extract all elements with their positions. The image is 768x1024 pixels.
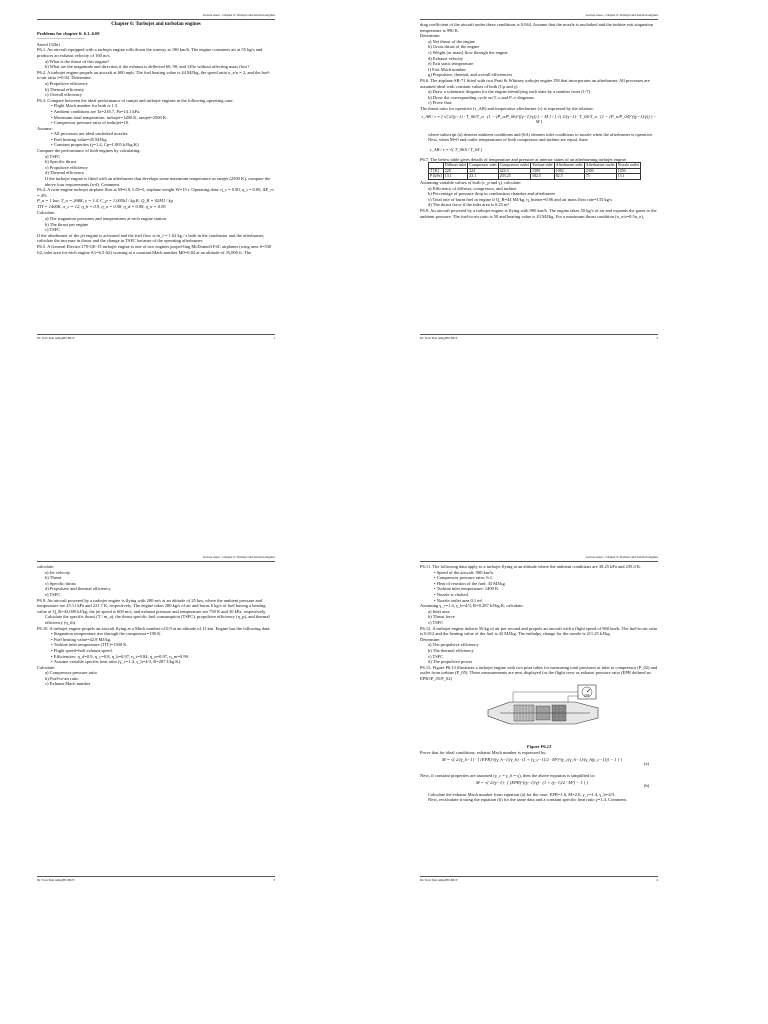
list-item: a) Jet velocity	[45, 569, 71, 575]
table-cell: 13.1	[616, 174, 640, 180]
table-cell: 224	[468, 168, 498, 174]
table-cell: T [K]	[429, 168, 444, 174]
list-item: a) The stagnation pressures and temperatures at each engine station	[45, 216, 166, 221]
list-item: c) Exhaust Mach number	[45, 681, 91, 687]
list-item: • Heat of reaction of the fuel: 43 MJ/kg.	[420, 581, 658, 587]
list-item: d) The propulsive power	[428, 659, 473, 665]
list-item: b) Specific thrust	[45, 159, 76, 165]
table-cell: P [kPa]	[430, 173, 442, 179]
table-cell: 1300	[531, 168, 555, 174]
rule-line: --------------------------------	[37, 36, 85, 42]
pitot-line-inlet	[513, 692, 580, 702]
table-header: Compressor inlet	[469, 162, 497, 168]
problem-6-6: P6.6. The airplane SR-71 fitted with two Pratt & Whitney turbojet engine J58 that incorporates an afterburner. All processes are assumed ideal with constant values of both (Cp and γ).	[420, 77, 650, 89]
footer-author: Dr. Tran Tien Anh@HCMUT	[420, 336, 458, 341]
gauge-label: EPR	[584, 694, 590, 698]
list-item: • Stagnation temperature rise through the compressor=190 K.	[37, 631, 275, 637]
list-item: b) Thrust force	[428, 614, 455, 620]
paragraph: Next, when M=0 and outlet temperatures of both compressor and turbine are equal, then:	[428, 137, 589, 143]
list-item: b) Fuel-to-air ratio	[45, 675, 79, 681]
calculate-label: calculate:	[37, 564, 55, 569]
list-item: c) TSFC	[428, 619, 444, 625]
list-item: a) Net thrust of the engine	[428, 38, 476, 44]
list-item: b) Thermal efficiency	[45, 86, 85, 92]
list-item: e) Exit static temperature	[428, 61, 474, 67]
list-item: c) TSFC	[45, 227, 61, 233]
table-cell: 1450	[616, 168, 640, 174]
list-item: b) Percentage of pressure drop in combustion chamber and afterburner	[428, 191, 556, 197]
list-item: • Nozzle is choked.	[420, 592, 658, 598]
list-item: a) What is the thrust of this engine?	[45, 58, 110, 64]
list-item: a) Compressor pressure ratio	[45, 670, 97, 676]
equation-thrust-ratio: τ_AB / τ = [ √( 2/(γ−1) · T_06/T_a · (1 − (P_a/P_06)^((γ−1)/γ)) ) − M ] / [ √( 2/(γ−1) · T_04/T_a · (1 − (P_a/P_04)^((γ−1)/γ)) ) − M ]	[421, 113, 657, 125]
list-item: a) Propulsive efficiency	[45, 80, 88, 86]
table-cell: 75	[584, 174, 616, 180]
page-footer	[37, 876, 275, 884]
table-header: Nozzle outlet	[617, 162, 640, 168]
table-header: Diffuser inlet	[444, 162, 467, 168]
author-line: Saeed (32bt)	[37, 41, 60, 47]
table-cell: 220	[443, 168, 467, 174]
document-page-3	[37, 555, 275, 884]
list-item: c) Total rate of burnt fuel in engine if Q_R=44 MJ/kg, η_burner=0.96 and air mass flow rate=135 kg/s	[428, 196, 612, 202]
paragraph: Next, if constant properties are assumed (γ_c = γ_h = γ), then the above equation is simplified to:	[420, 773, 596, 779]
list-item: b) Draw the corresponding cycle on T–s and P–v diagrams.	[428, 94, 535, 100]
problem-6-3: P6.3. Compare between the ideal performance of ramjet and turbojet engines in the following operating case:	[37, 97, 234, 103]
list-item: • Efficiencies: η_d=0.9, η_c=0.8, η_b=0.97, η_t=0.84, η_n=0.97, η_m=0.99.	[37, 654, 275, 660]
list-item: c) Prove that:	[428, 100, 453, 106]
problem-6-11: P6.11. The following data apply to a turbojet flying at an altitude where the ambient conditions are 38.25 kPa and 239.4 K.	[420, 564, 642, 569]
equation-sqrt-ratio: τ_AB / τ = √( T_06A / T_04 )	[430, 146, 483, 152]
page-header: Lecture notes - Chapter 6: Turbojet and turbofan engines	[420, 555, 658, 562]
calculate-label: Calculate:	[37, 210, 56, 216]
table-header: Turbine inlet	[532, 162, 553, 168]
paragraph: Calculate the specific thrust (T / ṁ_a), the thrust specific fuel consumption (TSFC), propulsive efficiency (η_p), and thermal efficiency (η_th).	[45, 614, 270, 625]
table-cell: 2300	[584, 168, 616, 174]
equation: P_a = 1 bar, T_a = 268K, γ = 1.4, C_p = 1.005kJ / kg.K, Q_R = 42MJ / kg	[37, 198, 173, 204]
problem-6-1: P6.1. An aircraft equipped with a turbojet engine rolls down the runway at 180 km/h. The engine consumes air at 55 kg/s and produces an exhaust velocity of 160 m/s.	[37, 47, 263, 58]
paragraph: Assuming γ_c=1.4, γ_h=4/3, R=0.287 kJ/kg.K; calculate:	[420, 603, 524, 609]
list-item: • Turbine inlet temperature (TIT)=1300 K.	[37, 642, 275, 648]
table-cell: 1082	[554, 168, 584, 174]
table-cell: 203.25	[498, 174, 530, 180]
engine-states-table	[428, 162, 641, 180]
equation-row-a	[420, 755, 658, 773]
determine-label: Determine:	[420, 33, 441, 39]
list-item: • Fuel heating value=42.8 MJ/kg.	[37, 637, 275, 643]
table-header: Afterburner outlet	[585, 162, 615, 168]
turbojet-engine-figure	[480, 684, 610, 740]
page-number: 3	[273, 878, 275, 883]
list-item: b) What are the magnitude and direction if the exhaust is deflected 60, 90, and 120o without affecting mass flow?	[45, 64, 250, 70]
list-item: a) The propulsive efficiency	[428, 642, 479, 648]
list-item: a) Efficiency of diffuser, compressor, and turbine	[428, 185, 517, 191]
list-item: c) Specific thrust	[45, 580, 76, 586]
page-footer	[37, 334, 275, 342]
paragraph: If the turbojet engine is fitted with an afterburner that develops some maximum temperature as ramjet (2500 K), compute the above four requirements (a-d). Comment.	[45, 176, 271, 187]
document-page-1	[37, 13, 275, 342]
list-item: • Speed of the aircraft: 900 km/h.	[420, 570, 658, 576]
table-header: Afterburner inlet	[555, 162, 583, 168]
table-cell: 13.1	[443, 174, 467, 180]
assume-label: Assume:	[37, 125, 53, 131]
compare-line: Compare the performance of both engines by calculating:	[37, 148, 141, 154]
list-item: c) Propulsive efficiency	[45, 164, 88, 170]
paragraph: Assuming variable values of both (c_p and γ), calculate:	[420, 180, 522, 186]
paragraph: Next, recalculate it using the equation (b) for the same data and a constant specific heat ratio γ=1.4. Comment.	[428, 797, 627, 803]
document-page-4	[420, 555, 658, 884]
equation-exhaust-mach-b: M = √( 2/(γ−1) · [ (EPR)^((γ−1)/γ) · (1 + (γ−1)/2 · M²) − 1 ] )	[475, 779, 589, 785]
paragraph: If the afterburner of the jet engine is activated and the fuel flow is ṁ_f = 1.62 kg / s both in the combustor and the afterburner, calculate the increase in thrust and the change in TSFC because of the operating afterburner.	[37, 232, 265, 244]
list-item: • Compressor pressure ratio: 6:1.	[420, 575, 658, 581]
list-item: a) Inlet area	[428, 608, 450, 614]
table-header: Compressor outlet	[499, 162, 530, 168]
list-item: a) TSFC	[45, 153, 61, 159]
footer-author: Dr. Tran Tien Anh@HCMUT	[420, 878, 458, 883]
table-cell: 82.5	[554, 174, 584, 180]
page-number: 4	[656, 878, 658, 883]
page-header: Lecture notes - Chapter 6: Turbojet and turbofan engines	[37, 13, 275, 20]
list-item: • Nozzle outlet area 0.1 m².	[420, 598, 658, 604]
problem-6-8: P6.8. An aircraft powered by a turbojet engine is flying with 900 km/h. The engine takes 50 kg/s of air and expands the gases to the ambient pressure. The fuel-to-air ratio is 50 and heating value is 43 MJ/kg. For a maximum thrust condition (u_e/u=0.5u_e),	[420, 208, 657, 219]
list-item: • Ambient conditions are Ta=216.7, Pa=14.1 kPa.	[37, 109, 275, 115]
list-item: a) Draw a schematic diagram for the engine identifying each state by a number from (1-7).	[428, 89, 592, 95]
list-item: • Turbine inlet temperature: 1400 K.	[420, 586, 658, 592]
list-item: e) TSFC	[45, 591, 61, 597]
list-item: d) Thermal efficiency	[45, 170, 85, 176]
calculate-label: Calculate:	[37, 664, 56, 670]
document-page-2	[420, 13, 658, 342]
list-item: • Fuel heating value=45 MJ/kg	[37, 137, 275, 143]
problem-6-2: P6.2. A turbojet engine propels an aircraft at 600 mph. The fuel heating value is 44 MJ/kg, the speed ratio u_e/u = 2, and the fuel-to-air ratio f=0.02. Determine:	[37, 69, 271, 81]
list-item: • Flight Mach number for both is 1.5.	[37, 103, 275, 109]
list-item: b) The thrust per engine	[45, 221, 89, 227]
list-item: d) Exhaust velocity	[428, 55, 463, 61]
problem-6-9: P6.9. An aircraft powered by a turbojet engine is flying with 280 m/s at an altitude of 25 km, where the ambient pressure and temperature are 25.11 kPa and 221.7 K, respectively. The engine takes 280 kg/s of air and burns 6 kg/s of fuel having a heating value of Q_R=43,000 kJ/kg, the jet speed is 600 m/s, and exhaust pressure and temperature are 750 K and 30 kPa, respectively.	[37, 597, 267, 614]
list-item: d) The thrust force if the inlet area is 0.25 m²	[428, 202, 509, 208]
list-item: • Constant properties (γ=1.4, Cp=1.005 kJ/kg.K)	[37, 142, 275, 148]
list-item: b) Thrust	[45, 575, 62, 581]
equation: TIT = 1400K, π_c = 12, η_b = 0.9, η_n = 0.98, η_d = 0.98, η_n = 0.95	[37, 204, 166, 210]
list-item: c) Weight (or mass) flow through the engine	[428, 49, 508, 55]
page-footer	[420, 876, 658, 884]
paragraph: Prove that for ideal conditions, exhaust Mach number is expressed by:	[420, 749, 547, 755]
table-cell: 182.5	[531, 174, 555, 180]
equation-tag: (b)	[644, 782, 650, 788]
page-number: 2	[656, 336, 658, 341]
page-number: 1	[273, 336, 275, 341]
list-item: b) The thermal efficiency	[428, 647, 474, 653]
list-item: • Assume variable specific heat ratio (γ_c=1.4, γ_h=4/3, R=287 J/kg.K).	[37, 659, 275, 665]
paragraph: The thrust ratio for operative (τ_AB) and inoperative afterburner (τ) is expressed by the relation:	[420, 105, 594, 111]
list-item: • Flight speed=half exhaust speed.	[37, 648, 275, 654]
page-header: Lecture notes - Chapter 6: Turbojet and turbofan engines	[420, 13, 658, 20]
footer-author: Dr. Tran Tien Anh@HCMUT	[37, 878, 75, 883]
problem-6-4: P6.4. A twin-engine turbojet airplane flies at M=0.8, L/D=5, airplane weight W=15 t. Operating data: η_c = 0.90, η_t = 0.00, ΔP_cc = 4%	[37, 187, 275, 198]
list-item: c) Overall efficiency	[45, 92, 83, 98]
page-footer	[420, 334, 658, 342]
problem-6-7: P6.7. The below table gives details of temperature and pressure at interior states of an afterburning turbojet engine.	[420, 156, 627, 162]
list-item: d) Propulsive and thermal efficiency	[45, 586, 111, 592]
problem-6-12: P6.12. A turbojet engine inducts 50 kg of air per second and propels an aircraft with a flight speed of 960 km/h. The fuel-to-air ratio is 0.012 and the heating value of the fuel is 43 MJ/kg. The enthalpy change for the nozzle is 211.25 kJ/kg.	[420, 625, 658, 637]
equation-tag: (a)	[644, 761, 649, 767]
list-item: • All processes are ideal unchoked nozzles	[37, 131, 275, 137]
list-item: c) TSFC	[428, 653, 444, 659]
determine-label: Determine:	[420, 636, 441, 642]
list-item: g) Propulsive, thermal, and overall efficiencies	[428, 72, 513, 78]
equation-row-b	[420, 779, 658, 792]
list-item: b) Gross thrust of the engine	[428, 44, 480, 50]
page-header: Lecture notes - Chapter 6: Turbojet and turbofan engines	[37, 555, 275, 562]
table-cell: 23.1	[468, 174, 498, 180]
equation-exhaust-mach-a: M = √( 2/(γ_h−1) · [ (EPR)^((γ_h−1)/γ_h) · (1 + (γ_c−1)/2 · M²)^(γ_c(γ_h−1)/(γ_h(γ_c−1))) − 1 ] )	[441, 757, 623, 763]
list-item: • Compressor pressure ratio of turbojet=10.	[37, 120, 275, 126]
chapter-title: Chapter 6: Turbojet and turbofan engines	[111, 22, 201, 27]
table-cell: 424.3	[498, 168, 530, 174]
figure-caption: Figure P6.13	[526, 744, 552, 750]
problem-6-5: P6.5. A General Electric J79-GE-15 turbojet engine is one of two engines propel-ling McDonnell F4C airplanes (wing area S=530 ft2, inlet area for each engine A1=6.5 ft2) cruising at a constant Mach number M0=0.84 at an altitude of 35,000 ft. The	[37, 243, 272, 255]
problem-6-10: P6.10. A turbojet engine propels an aircraft flying at a Mach number of 0.9 at an altitude of 11 km. Engine has the following data:	[37, 625, 271, 631]
list-item: f) Exit Mach number	[428, 66, 466, 72]
paragraph: drag coefficient of the aircraft under these conditions is 0.044. Assume that the nozzle is unchoked and the turbine exit stagnation temperature is 990 K.	[420, 22, 654, 33]
problem-6-13: P6.13. Figure P6.13 illustrates a turbojet engine with two pitot tubes for measuring total pressures at inlet to compressor (P_02) and outlet from turbine (P_05). These measurements are next displayed for the flight crew as exhaust pressure ratio (EPR defined as: EPR≡P_05/P_02)	[420, 664, 658, 681]
table-row	[429, 174, 641, 180]
paragraph: Calculate the exhaust Mach number from equation (a) for the case: EPR=1.6, M=2.0, γ_c=1.4, γ_h=4/3.	[428, 791, 616, 797]
list-item: • Maximum total temperature: turbojet=1400 K, ramjet=2500 K.	[37, 115, 275, 121]
footer-author: Dr. Tran Tien Anh@HCMUT	[37, 336, 75, 341]
paragraph: where subscript (a) denotes ambient conditions and (6A) denotes inlet conditions to nozzle when the afterburner is operative.	[428, 131, 654, 137]
problems-heading: Problems for chapter 6: 6.1–6.69	[37, 30, 100, 36]
